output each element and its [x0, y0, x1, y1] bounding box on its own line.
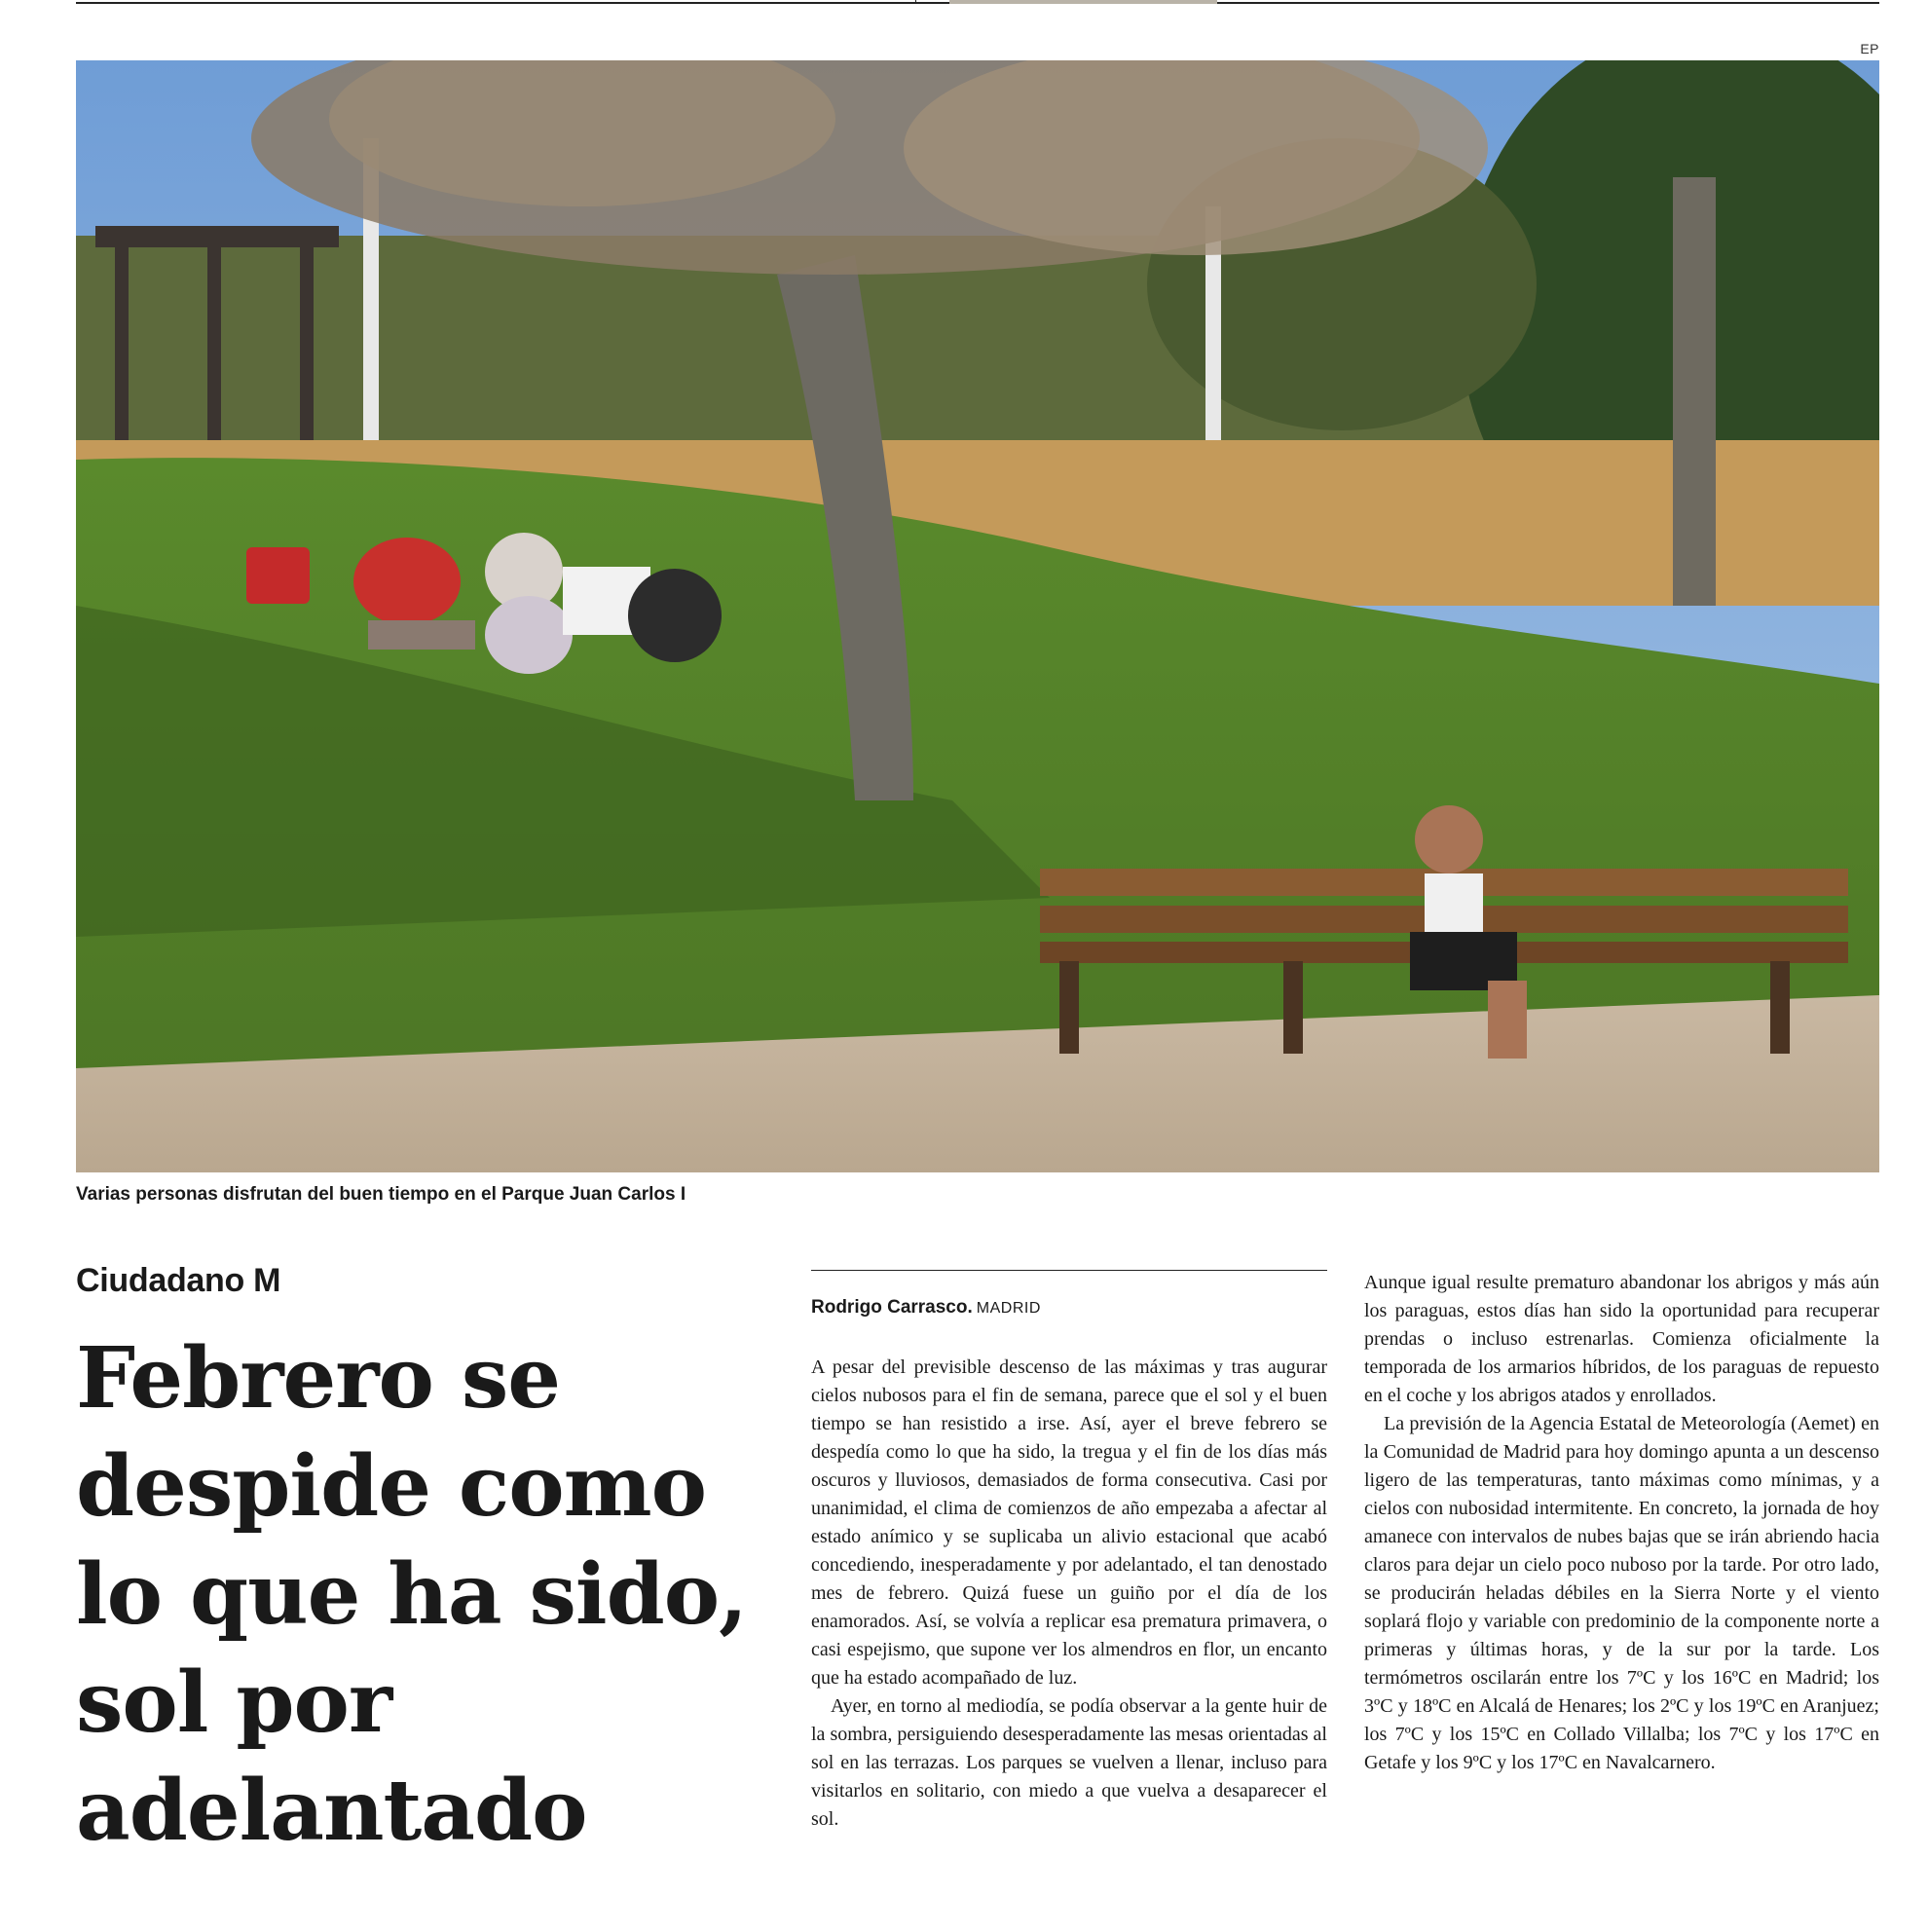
- body-column-2: [1364, 1269, 1879, 1777]
- top-image-edge: [949, 0, 1217, 4]
- body-paragraph: Aunque igual resulte prematuro abandonar los abrigos y más aún los paraguas, estos días han sido la oportunidad para recuperar prendas o incluso estrenarlas. Comienza oficialmente la temporada de los armarios híbridos, de los paraguas de repuesto en el coche y los abrigos atados y enrollados.: [1364, 1272, 1879, 1406]
- dateline-location: MADRID: [976, 1300, 1041, 1317]
- body-paragraph: A pesar del previsible descenso de las máximas y tras augurar cielos nubosos para el fin de semana, parece que el sol y el buen tiempo se han resistido a irse. Así, ayer el breve febrero se despedía como lo que ha sido, la tregua y el fin de los días más oscuros y lluviosos, demasiados de forma consecutiva. Casi por unanimidad, el clima de comienzos de año empezaba a afectar al estado anímico y se suplicaba un alivio estacional que acabó concediendo, inesperadamente y por adelantado, el tan denostado mes de febrero. Quizá fuese un guiño por el día de los enamorados. Así, se volvía a replicar esa prematura primavera, o casi espejismo, que supone ver los almendros en flor, un encanto que ha estado acompañado de luz.: [811, 1356, 1327, 1689]
- photo-credit: EP: [1860, 41, 1879, 56]
- body-paragraph: La previsión de la Agencia Estatal de Meteorología (Aemet) en la Comunidad de Madrid para hoy domingo apunta a un descenso ligero de las temperaturas, tanto máximas como mínimas, y a cielos con nubosidad intermitente. En concreto, la jornada de hoy amanece con intervalos de nubes bajas que se irán abriendo hacia claros para dejar un cielo poco nuboso por la tarde. Por otro lado, se producirán heladas débiles en la Sierra Norte y el viento soplará flojo y variable con predominio de la componente norte a primeras y últimas horas, y de la sur por la tarde. Los termómetros oscilarán entre los 7ºC y los 16ºC en Madrid; los 3ºC y 18ºC en Alcalá de Henares; los 2ºC y los 19ºC en Aranjuez; los 7ºC y los 15ºC en Collado Villalba; los 7ºC y los 17ºC en Getafe y los 9ºC y los 17ºC en Navalcarnero.: [1364, 1413, 1879, 1773]
- top-rule-tick: [915, 0, 916, 4]
- park-photo-illustration: [76, 60, 1879, 1172]
- byline-rule: [811, 1270, 1327, 1271]
- park-photo: [76, 60, 1879, 1172]
- photo-caption: Varias personas disfrutan del buen tiempo en el Parque Juan Carlos I: [76, 1184, 686, 1205]
- body-column-1: [811, 1354, 1327, 1834]
- author-name: Rodrigo Carrasco.: [811, 1297, 973, 1318]
- section-label: Ciudadano M: [76, 1262, 281, 1299]
- headline: Febrero se despide como lo que ha sido, sol por adelantado: [76, 1329, 747, 1860]
- byline: [811, 1297, 1041, 1319]
- body-paragraph: Ayer, en torno al mediodía, se podía observar a la gente huir de la sombra, persiguiendo desesperadamente las mesas orientadas al sol en las terrazas. Los parques se vuelven a llenar, incluso para visitarlos en solitario, con miedo a que vuelva a desaparecer el sol.: [811, 1695, 1327, 1830]
